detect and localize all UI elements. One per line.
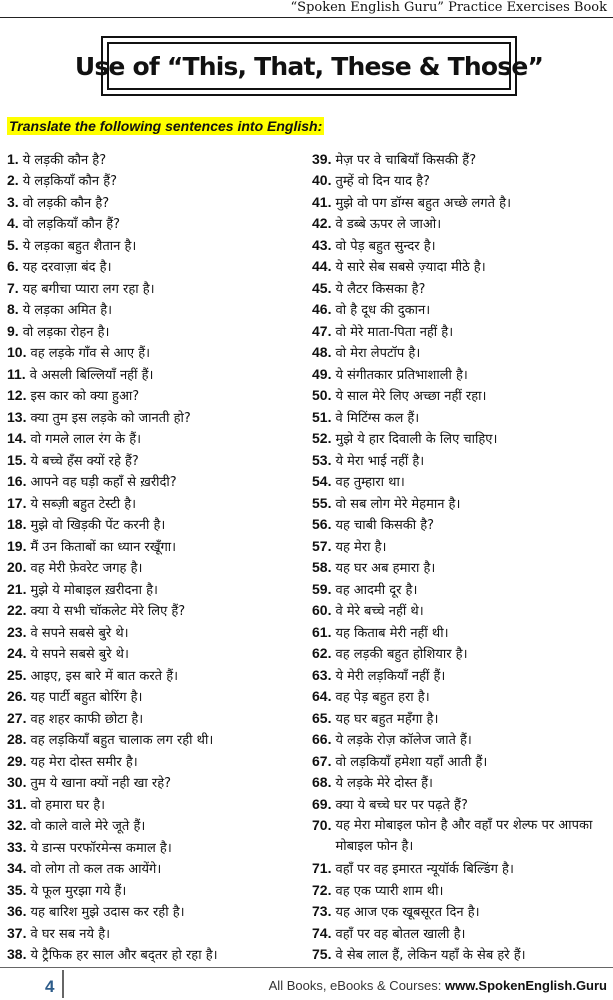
sentence-number: 53. bbox=[312, 451, 332, 468]
sentence-text: ये लड़का अमित है। bbox=[22, 303, 113, 319]
sentence-item bbox=[7, 729, 307, 751]
sentence-number: 37. bbox=[7, 924, 27, 941]
sentence-item bbox=[312, 600, 611, 622]
sentence-number: 30. bbox=[7, 774, 27, 791]
sentence-number: 50. bbox=[312, 387, 332, 404]
sentence-number: 64. bbox=[312, 688, 332, 705]
sentence-text: ये मेरी लड़कियाँ नहीं हैं। bbox=[335, 668, 446, 684]
sentence-item bbox=[312, 256, 611, 278]
sentence-text: वह आदमी दूर है। bbox=[335, 582, 418, 598]
sentence-text: यह मेरा है। bbox=[335, 539, 387, 555]
sentence-text: ये लड़के रोज़ कॉलेज जाते हैं। bbox=[335, 733, 472, 749]
sentence-number: 9. bbox=[7, 322, 19, 339]
sentence-number: 24. bbox=[7, 645, 27, 662]
sentence-item bbox=[7, 836, 307, 858]
sentence-item bbox=[312, 858, 611, 880]
sentence-item bbox=[7, 299, 307, 321]
sentence-item bbox=[7, 385, 307, 407]
sentence-number: 72. bbox=[312, 881, 332, 898]
sentence-text: वो लोग तो कल तक आयेंगे। bbox=[30, 862, 162, 878]
sentence-text: ये लैटर किसका है? bbox=[335, 281, 426, 297]
sentence-text: ये बच्चे हँस क्यों रहे हैं? bbox=[30, 453, 139, 469]
sentence-number: 4. bbox=[7, 215, 19, 232]
sentence-number: 14. bbox=[7, 430, 27, 447]
sentence-text: ये लड़कियाँ कौन हैं? bbox=[22, 174, 118, 190]
sentence-number: 46. bbox=[312, 301, 332, 318]
sentence-number: 1. bbox=[7, 150, 19, 167]
sentence-item bbox=[312, 686, 611, 708]
sentence-text: वह शहर काफी छोटा है। bbox=[30, 711, 144, 727]
sentence-text: यह घर बहुत महँगा है। bbox=[335, 711, 439, 727]
sentence-item bbox=[7, 277, 307, 299]
sentence-item bbox=[312, 385, 611, 407]
sentence-text: वह लड़की बहुत होशियार है। bbox=[335, 647, 468, 663]
sentence-text: वे मिटिंग्स कल हैं। bbox=[335, 410, 420, 426]
sentence-text: मेज़ पर वे चाबियाँ किसकी हैं? bbox=[335, 152, 477, 168]
sentence-number: 32. bbox=[7, 817, 27, 834]
sentence-item bbox=[312, 449, 611, 471]
page-number: 4 bbox=[45, 977, 55, 996]
sentence-item bbox=[312, 793, 611, 815]
sentence-number: 45. bbox=[312, 279, 332, 296]
sentence-text: वो हमारा घर है। bbox=[30, 797, 106, 813]
sentence-item bbox=[7, 234, 307, 256]
sentence-text: वो लड़कियाँ कौन हैं? bbox=[22, 217, 121, 233]
sentence-text: वह एक प्यारी शाम थी। bbox=[335, 883, 444, 899]
sentence-item bbox=[7, 750, 307, 772]
sentence-text: वे असली बिल्लियाँ नहीं हैं। bbox=[29, 367, 154, 383]
sentence-text: क्या ये सभी चॉकलेट मेरे लिए हैं? bbox=[30, 604, 186, 620]
sentence-text: तुम्हें वो दिन याद है? bbox=[335, 174, 430, 190]
sentence-text: यह बारिश मुझे उदास कर रही है। bbox=[30, 905, 185, 921]
sentence-item bbox=[312, 729, 611, 751]
sentence-text: ये सारे सेब सबसे ज़्यादा मीठे है। bbox=[335, 260, 486, 276]
instruction-heading: Translate the following sentences into English: bbox=[9, 118, 323, 134]
sentence-item bbox=[312, 234, 611, 256]
sentence-text: वे सपने सबसे बुरे थे। bbox=[30, 625, 129, 641]
sentence-text: यह घर अब हमारा है। bbox=[335, 561, 436, 577]
right-column bbox=[312, 148, 611, 965]
sentence-number: 74. bbox=[312, 924, 332, 941]
sentence-item bbox=[312, 643, 611, 665]
sentence-item bbox=[312, 363, 611, 385]
sentence-item bbox=[312, 299, 611, 321]
sentence-item bbox=[7, 664, 307, 686]
sentence-item bbox=[312, 406, 611, 428]
sentence-text: ये संगीतकार प्रतिभाशाली है। bbox=[335, 367, 468, 383]
sentence-number: 29. bbox=[7, 752, 27, 769]
sentence-text: वो गमले लाल रंग के हैं। bbox=[30, 432, 142, 448]
sentence-number: 40. bbox=[312, 172, 332, 189]
sentence-number: 60. bbox=[312, 602, 332, 619]
sentence-item bbox=[7, 879, 307, 901]
sentence-number: 25. bbox=[7, 666, 27, 683]
sentence-number: 27. bbox=[7, 709, 27, 726]
sentence-number: 15. bbox=[7, 451, 27, 468]
sentence-text: वह लड़कियाँ बहुत चालाक लग रही थी। bbox=[30, 733, 214, 749]
sentence-text: वो मेरा लेपटॉप है। bbox=[335, 346, 421, 362]
sentence-item bbox=[7, 406, 307, 428]
sentence-item bbox=[7, 793, 307, 815]
left-column bbox=[7, 148, 307, 965]
sentence-item bbox=[7, 535, 307, 557]
sentence-text: वो लड़की कौन है? bbox=[22, 195, 110, 211]
sentence-text: ये सब्ज़ी बहुत टेस्टी है। bbox=[30, 496, 137, 512]
sentence-number: 44. bbox=[312, 258, 332, 275]
sentence-number: 56. bbox=[312, 516, 332, 533]
sentence-item bbox=[312, 772, 611, 794]
sentence-number: 20. bbox=[7, 559, 27, 576]
sentence-text: वे घर सब नये है। bbox=[30, 926, 111, 942]
sentence-number: 70. bbox=[312, 816, 332, 833]
sentence-text: यह पार्टी बहुत बोरिंग है। bbox=[30, 690, 143, 706]
sentence-text: यह मेरा मोबाइल फोन है और वहाँ पर शेल्फ पर आपका मोबाइल फोन है। bbox=[335, 817, 593, 854]
sentence-number: 12. bbox=[7, 387, 27, 404]
sentence-number: 39. bbox=[312, 150, 332, 167]
sentence-number: 6. bbox=[7, 258, 19, 275]
sentence-text: क्या ये बच्चे घर पर पढ़ते हैं? bbox=[335, 797, 468, 813]
sentence-item bbox=[7, 621, 307, 643]
sentence-item bbox=[312, 707, 611, 729]
sentence-text: वे मेरे बच्चे नहीं थे। bbox=[335, 604, 424, 620]
sentence-text: आपने वह घड़ी कहाँ से ख़रीदी? bbox=[30, 475, 177, 491]
sentence-text: ये फूल मुरझा गये हैं। bbox=[30, 883, 127, 899]
footer-promo bbox=[269, 978, 607, 993]
sentence-number: 33. bbox=[7, 838, 27, 855]
sentence-number: 31. bbox=[7, 795, 27, 812]
sentence-number: 5. bbox=[7, 236, 19, 253]
sentence-item bbox=[7, 256, 307, 278]
title-inner-frame bbox=[74, 42, 544, 90]
sentence-text: ये साल मेरे लिए अच्छा नहीं रहा। bbox=[335, 389, 487, 405]
sentence-item bbox=[312, 557, 611, 579]
sentence-item bbox=[7, 514, 307, 536]
sentence-item bbox=[7, 643, 307, 665]
sentence-number: 66. bbox=[312, 731, 332, 748]
sentence-item bbox=[312, 191, 611, 213]
sentence-item bbox=[7, 428, 307, 450]
sentence-text: मुझे ये हार दिवाली के लिए चाहिए। bbox=[335, 432, 498, 448]
sentence-item bbox=[312, 277, 611, 299]
sentence-item bbox=[312, 901, 611, 923]
sentence-number: 52. bbox=[312, 430, 332, 447]
sentence-item bbox=[7, 191, 307, 213]
sentence-number: 47. bbox=[312, 322, 332, 339]
sentence-item bbox=[312, 578, 611, 600]
sentence-number: 18. bbox=[7, 516, 27, 533]
sentence-text: वे सेब लाल हैं, लेकिन यहाँ के सेब हरे हैं। bbox=[335, 948, 526, 964]
sentence-text: वो काले वाले मेरे जूते हैं। bbox=[30, 819, 146, 835]
sentence-number: 23. bbox=[7, 623, 27, 640]
sentence-number: 67. bbox=[312, 752, 332, 769]
sentence-item bbox=[312, 664, 611, 686]
sentence-number: 13. bbox=[7, 408, 27, 425]
sentence-number: 68. bbox=[312, 774, 332, 791]
sentence-number: 2. bbox=[7, 172, 19, 189]
sentence-item bbox=[7, 363, 307, 385]
sentence-text: आइए, इस बारे में बात करते हैं। bbox=[30, 668, 179, 684]
sentence-item bbox=[312, 213, 611, 235]
sentence-item bbox=[7, 449, 307, 471]
sentence-item bbox=[312, 815, 611, 858]
sentence-text: यह दरवाज़ा बंद है। bbox=[22, 260, 112, 276]
sentence-text: वहाँ पर वह बोतल खाली है। bbox=[335, 926, 466, 942]
sentence-number: 3. bbox=[7, 193, 19, 210]
sentence-item bbox=[312, 944, 611, 966]
sentence-number: 43. bbox=[312, 236, 332, 253]
sentence-item bbox=[312, 922, 611, 944]
sentence-item bbox=[7, 772, 307, 794]
sentence-text: ये ट्रैफिक हर साल और बद्तर हो रहा है। bbox=[30, 948, 218, 964]
sentence-item bbox=[7, 578, 307, 600]
sentence-item bbox=[312, 621, 611, 643]
sentence-number: 75. bbox=[312, 946, 332, 963]
sentence-item bbox=[7, 686, 307, 708]
sentence-item bbox=[312, 492, 611, 514]
sentence-number: 35. bbox=[7, 881, 27, 898]
sentence-number: 54. bbox=[312, 473, 332, 490]
sentence-number: 55. bbox=[312, 494, 332, 511]
sentence-text: यह किताब मेरी नहीं थी। bbox=[335, 625, 449, 641]
sentence-number: 28. bbox=[7, 731, 27, 748]
footer-label: All Books, eBooks & Courses: bbox=[268, 978, 442, 993]
sentence-text: वो है दूध की दुकान। bbox=[335, 303, 431, 319]
sentence-number: 38. bbox=[7, 946, 27, 963]
sentence-item bbox=[312, 471, 611, 493]
footer-divider bbox=[0, 967, 613, 968]
sentence-text: वह तुम्हारा था। bbox=[335, 475, 405, 491]
sentence-text: वहाँ पर वह इमारत न्यूयॉर्क बिल्डिंग है। bbox=[335, 862, 514, 878]
sentence-number: 73. bbox=[312, 903, 332, 920]
sentence-number: 65. bbox=[312, 709, 332, 726]
sentence-item bbox=[7, 707, 307, 729]
sentence-text: वो लड़कियाँ हमेशा यहाँ आती हैं। bbox=[335, 754, 488, 770]
sentence-number: 21. bbox=[7, 580, 27, 597]
header-divider bbox=[0, 17, 613, 18]
sentence-text: इस कार को क्या हुआ? bbox=[30, 389, 140, 405]
page-number-separator bbox=[62, 970, 64, 998]
sentence-item bbox=[7, 471, 307, 493]
sentence-text: वो लड़का रोहन है। bbox=[22, 324, 110, 340]
sentence-number: 19. bbox=[7, 537, 27, 554]
sentence-number: 8. bbox=[7, 301, 19, 318]
title-frame bbox=[74, 36, 544, 96]
sentence-number: 10. bbox=[7, 344, 27, 361]
sentence-item bbox=[7, 320, 307, 342]
sentence-number: 62. bbox=[312, 645, 332, 662]
sentence-item bbox=[7, 342, 307, 364]
sentence-text: यह मेरा दोस्त समीर है। bbox=[30, 754, 138, 770]
sentence-item bbox=[7, 148, 307, 170]
sentence-number: 41. bbox=[312, 193, 332, 210]
footer-url: www.SpokenEnglish.Guru bbox=[444, 978, 607, 993]
sentence-number: 61. bbox=[312, 623, 332, 640]
sentence-text: मुझे वो पग डॉग्स बहुत अच्छे लगते है। bbox=[335, 195, 511, 211]
sentence-item bbox=[7, 600, 307, 622]
sentence-number: 59. bbox=[312, 580, 332, 597]
sentence-item bbox=[312, 750, 611, 772]
sentence-item bbox=[312, 170, 611, 192]
sentence-text: यह आज एक खूबसूरत दिन है। bbox=[335, 905, 480, 921]
sentence-number: 7. bbox=[7, 279, 19, 296]
sentence-item bbox=[312, 148, 611, 170]
sentence-number: 11. bbox=[7, 365, 26, 382]
sentence-text: ये लड़का बहुत शैतान है। bbox=[22, 238, 137, 254]
sentence-number: 48. bbox=[312, 344, 332, 361]
sentence-item bbox=[312, 342, 611, 364]
sentence-item bbox=[7, 944, 307, 966]
sentence-text: मैं उन किताबों का ध्यान रखूँगा। bbox=[30, 539, 177, 555]
sentence-item bbox=[7, 858, 307, 880]
sentence-item bbox=[7, 922, 307, 944]
sentence-text: ये सपने सबसे बुरे थे। bbox=[30, 647, 129, 663]
sentence-text: मुझे वो खिड़की पेंट करनी है। bbox=[30, 518, 166, 534]
sentence-text: वो सब लोग मेरे मेहमान है। bbox=[335, 496, 461, 512]
sentence-text: ये लड़की कौन है? bbox=[22, 152, 107, 168]
sentence-item bbox=[312, 535, 611, 557]
book-header-title: “Spoken English Guru” Practice Exercises Book bbox=[290, 0, 607, 15]
sentence-item bbox=[7, 901, 307, 923]
sentence-item bbox=[7, 170, 307, 192]
sentence-text: वो मेरे माता-पिता नहीं है। bbox=[335, 324, 454, 340]
sentence-text: यह बगीचा प्यारा लग रहा है। bbox=[22, 281, 155, 297]
sentence-number: 51. bbox=[312, 408, 332, 425]
sentence-number: 57. bbox=[312, 537, 332, 554]
sentence-number: 58. bbox=[312, 559, 332, 576]
sentence-text: क्या तुम इस लड़के को जानती हो? bbox=[30, 410, 191, 426]
sentence-number: 69. bbox=[312, 795, 332, 812]
sentence-item bbox=[312, 879, 611, 901]
sentence-item bbox=[7, 557, 307, 579]
sentence-number: 17. bbox=[7, 494, 27, 511]
sentence-text: ये मेरा भाई नहीं है। bbox=[335, 453, 425, 469]
sentence-item bbox=[7, 213, 307, 235]
sentence-number: 63. bbox=[312, 666, 332, 683]
sentence-number: 49. bbox=[312, 365, 332, 382]
sentence-text: मुझे ये मोबाइल ख़रीदना है। bbox=[30, 582, 158, 598]
sentence-item bbox=[312, 428, 611, 450]
sentence-item bbox=[7, 815, 307, 837]
sentence-text: यह चाबी किसकी है? bbox=[335, 518, 435, 534]
page-title: Use of “This, That, These & Those” bbox=[74, 51, 544, 81]
sentence-number: 42. bbox=[312, 215, 332, 232]
sentence-number: 22. bbox=[7, 602, 27, 619]
sentence-item bbox=[312, 320, 611, 342]
sentence-number: 71. bbox=[312, 860, 332, 877]
sentence-text: वे डब्बे ऊपर ले जाओ। bbox=[335, 217, 442, 233]
sentence-text: वह पेड़ बहुत हरा है। bbox=[335, 690, 430, 706]
sentence-item bbox=[7, 492, 307, 514]
sentence-text: वो पेड़ बहुत सुन्दर है। bbox=[335, 238, 436, 254]
sentence-text: वह लड़के गाँव से आए हैं। bbox=[30, 346, 151, 362]
sentence-text: तुम ये खाना क्यों नही खा रहे? bbox=[30, 776, 172, 792]
sentence-item bbox=[312, 514, 611, 536]
sentence-number: 16. bbox=[7, 473, 27, 490]
sentence-number: 34. bbox=[7, 860, 27, 877]
sentence-text: ये डान्स परफॉरमेन्स कमाल है। bbox=[30, 840, 172, 856]
sentence-text: ये लड़के मेरे दोस्त हैं। bbox=[335, 776, 433, 792]
sentence-text: वह मेरी फ़ेवरेट जगह है। bbox=[30, 561, 143, 577]
sentence-number: 36. bbox=[7, 903, 27, 920]
sentence-number: 26. bbox=[7, 688, 27, 705]
